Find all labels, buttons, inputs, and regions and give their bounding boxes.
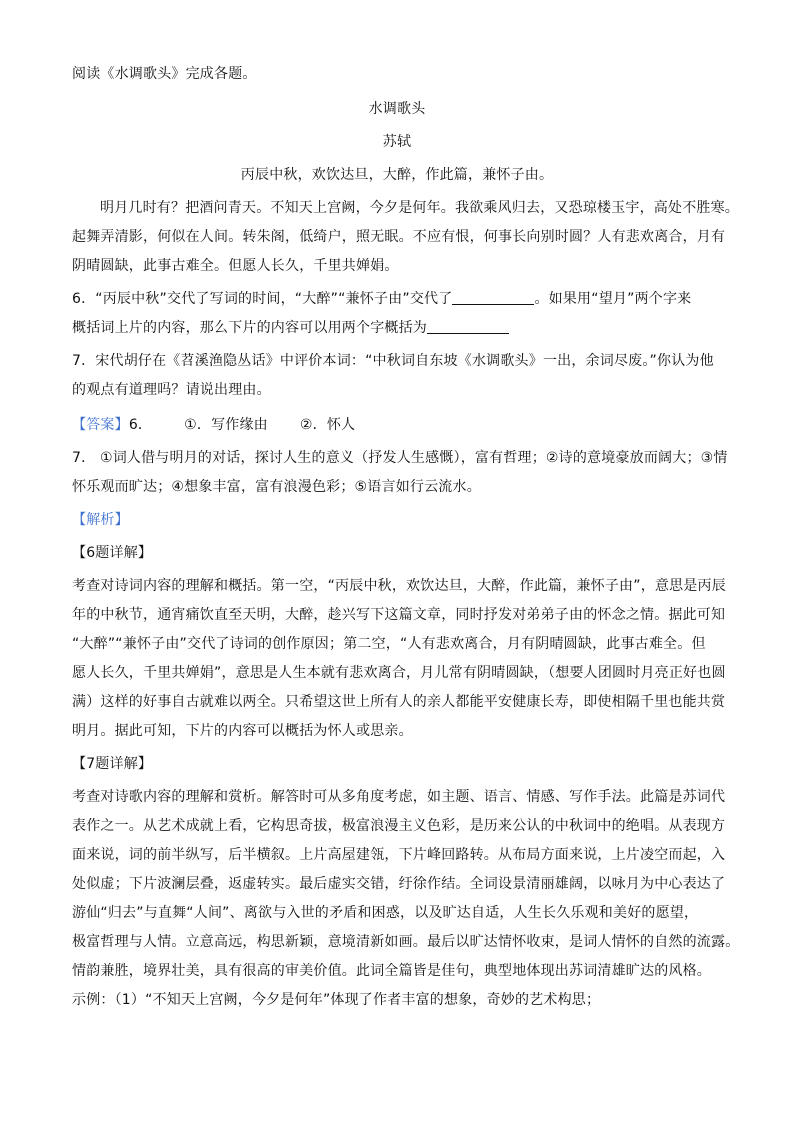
paragraph-line: 满）这样的好事自古就难以两全。只希望这世上所有人的亲人都能平安健康长寿，即使相隔千里也能共赏 xyxy=(72,694,726,710)
detail-6-heading: 【6题详解】 xyxy=(72,545,153,561)
poem-line: 阴晴圆缺，此事古难全。但愿人长久，千里共婵娟。 xyxy=(72,258,399,274)
paragraph-line: 面来说，词的前半纵写，后半横叙。上片高屋建瓴，下片峰回路转。从布局方面来说，上片凌空而起，入 xyxy=(72,847,726,863)
question-7 xyxy=(72,347,722,405)
paragraph-line: 明月。据此可知，下片的内容可以概括为怀人或思亲。 xyxy=(72,723,413,739)
paragraph-line: 表作之一。从艺术成就上看，它构思奇拔，极富浪漫主义色彩，是历来公认的中秋词中的绝唱。从表现方 xyxy=(72,818,726,834)
paragraph-line: 考查对诗歌内容的理解和赏析。解答时可从多角度考虑，如主题、语言、情感、写作手法。此篇是苏词代 xyxy=(72,789,726,805)
poem-body xyxy=(72,194,739,281)
question-7-text: 7．宋代胡仔在《苕溪渔隐丛话》中评价本词：“中秋词自东坡《水调歌头》一出，余词尽废。”你认为他 xyxy=(72,353,714,369)
question-6-text: 6．“丙辰中秋”交代了写词的时间，“大醉”“兼怀子由”交代了 xyxy=(72,291,453,307)
answer-blank xyxy=(427,319,509,334)
question-6-text: 概括词上片的内容，那么下片的内容可以用两个字概括为 xyxy=(72,320,427,336)
poem-preface: 丙辰中秋，欢饮达旦，大醉，作此篇，兼怀子由。 xyxy=(240,167,554,183)
poem-author: 苏轼 xyxy=(382,134,412,150)
analysis-label: 【解析】 xyxy=(72,512,129,528)
answer-item: ②．怀人 xyxy=(299,417,356,433)
answer-section xyxy=(72,411,722,440)
answer-item: ①．写作缘由 xyxy=(184,417,268,433)
reading-instruction: 阅读《水调歌头》完成各题。 xyxy=(72,66,257,82)
paragraph-line: 情韵兼胜，境界壮美，具有很高的审美价值。此词全篇皆是佳句，典型地体现出苏词清雄旷达的风格。 xyxy=(72,963,711,979)
answer-7: 7． ①词人借与明月的对话，探讨人生的意义（抒发人生感慨），富有哲理；②诗的意境豪放而阔大；③情 xyxy=(72,450,728,466)
answer-number: 6． xyxy=(128,417,153,433)
answer-label: 【答案】 xyxy=(72,417,129,433)
question-6-text: 。如果用“望月”两个字来 xyxy=(534,291,692,307)
detail-6-body xyxy=(72,572,726,746)
answer-blank xyxy=(452,290,534,305)
answer-7: 怀乐观而旷达；④想象丰富，富有浪漫色彩；⑤语言如行云流水。 xyxy=(72,479,481,495)
paragraph-line: “大醉”“兼怀子由”交代了诗词的创作原因；第二空，“人有悲欢离合，月有阴晴圆缺，此事古难全。但 xyxy=(72,636,706,652)
paragraph-line: 处似虚；下片波澜层叠，返虚转实。最后虚实交错，纡徐作结。全词设景清丽雄阔，以咏月为中心表达了 xyxy=(72,876,726,892)
question-6 xyxy=(72,285,722,343)
poem-title: 水调歌头 xyxy=(368,101,426,117)
paragraph-line: 游仙“归去”与直舞“人间”、离欲与入世的矛盾和困惑，以及旷达自适，人生长久乐观和美好的愿望， xyxy=(72,905,699,921)
question-7-text: 的观点有道理吗？请说出理由。 xyxy=(72,382,271,398)
paragraph-line: 考查对诗词内容的理解和概括。第一空，“丙辰中秋，欢饮达旦，大醉，作此篇，兼怀子由”，意思是丙辰 xyxy=(72,578,726,594)
poem-line: 起舞弄清影，何似在人间。转朱阁，低绮户，照无眠。不应有恨，何事长向别时圆？人有悲欢离合，月有 xyxy=(72,229,726,245)
detail-7-body xyxy=(72,783,740,1015)
paragraph-line: 年的中秋节，通宵痛饮直至天明，大醉，趁兴写下这篇文章，同时抒发对弟弟子由的怀念之情。据此可知 xyxy=(72,607,726,623)
paragraph-line: 愿人长久，千里共婵娟”，意思是人生本就有悲欢离合，月儿常有阴晴圆缺，（想要人团圆时月亮正好也圆 xyxy=(72,665,726,681)
detail-7-heading: 【7题详解】 xyxy=(72,756,153,772)
paragraph-line: 极富哲理与人情。立意高远，构思新颖，意境清新如画。最后以旷达情怀收束，是词人情怀的自然的流露。 xyxy=(72,934,740,950)
document-page xyxy=(72,60,740,1015)
paragraph-line: 示例：（1）“不知天上宫阙，今夕是何年”体现了作者丰富的想象，奇妙的艺术构思； xyxy=(72,992,601,1008)
poem-line: 明月几时有？把酒问青天。不知天上宫阙，今夕是何年。我欲乘风归去，又恐琼楼玉宇，高处不胜寒。 xyxy=(100,200,739,216)
